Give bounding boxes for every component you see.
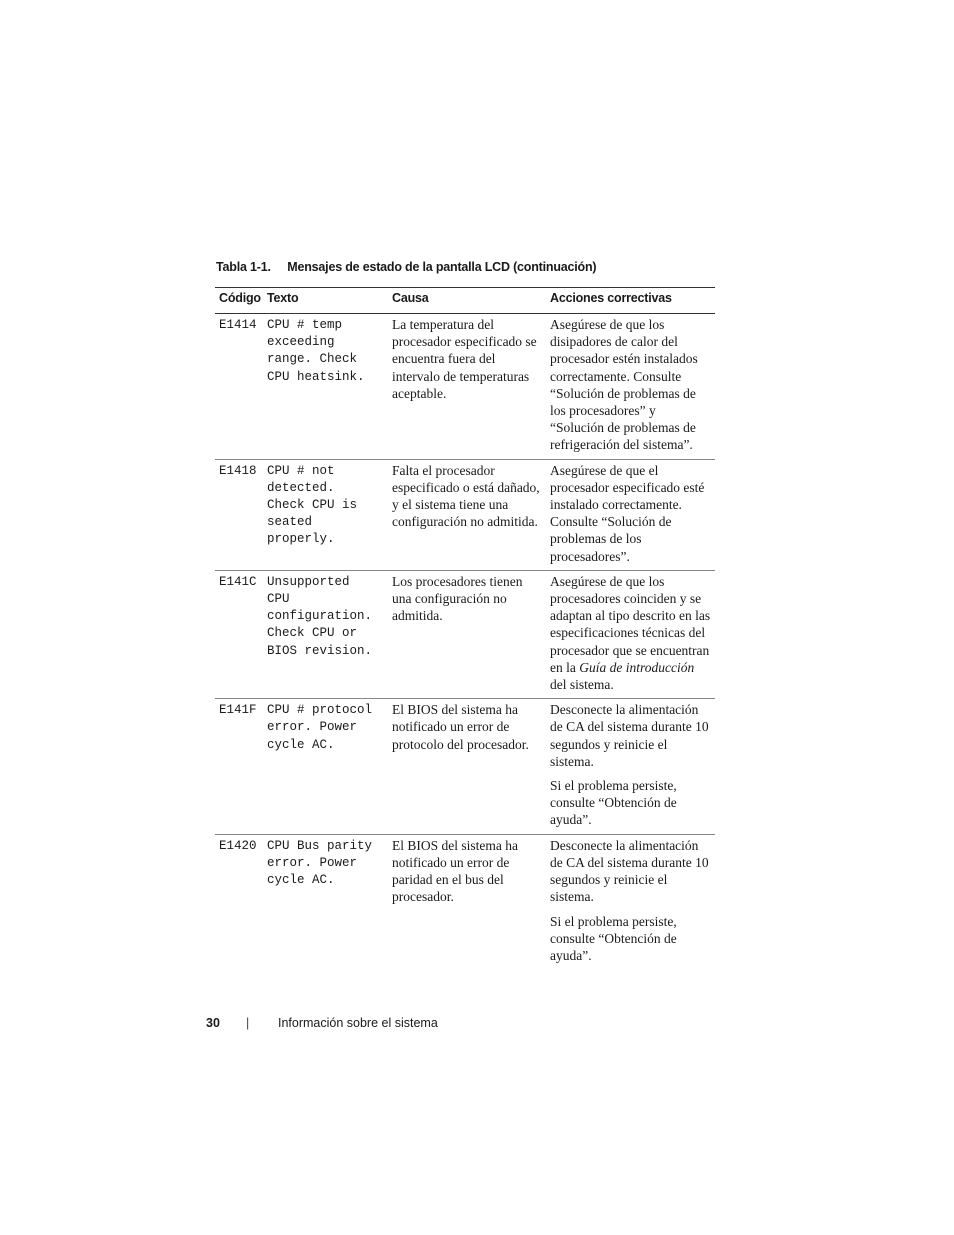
corrective-action-paragraph: Asegúrese de que los disipadores de calor del procesador estén instalados correctamente. Consulte “Solución de problemas de los procesadores” y “Solución de problemas de refrigeración del sistema”.: [550, 317, 698, 453]
table-row: [215, 699, 715, 834]
corrective-action: [546, 570, 715, 698]
corrective-action-paragraph: Desconecte la alimentación de CA del sistema durante 10 segundos y reinicie el sistema.: [550, 702, 709, 769]
message-cause: La temperatura del procesador especificado se encuentra fuera del intervalo de temperaturas aceptable.: [388, 314, 546, 460]
table-header-row: [215, 288, 715, 314]
footer-separator: |: [246, 1016, 250, 1030]
page-number: 30: [206, 1016, 220, 1030]
message-cause: El BIOS del sistema ha notificado un error de protocolo del procesador.: [388, 699, 546, 834]
corrective-action-paragraph: Si el problema persiste, consulte “Obtención de ayuda”.: [550, 778, 677, 828]
column-header-cause: Causa: [388, 288, 546, 314]
message-code: E1418: [215, 459, 263, 570]
table-row: [215, 834, 715, 969]
message-text: CPU # temp exceeding range. Check CPU heatsink.: [263, 314, 388, 460]
footer-section-title: Información sobre el sistema: [278, 1016, 438, 1030]
column-header-code: Código: [215, 288, 263, 314]
corrective-action: [546, 699, 715, 834]
corrective-action: [546, 834, 715, 969]
corrective-action-paragraph: Desconecte la alimentación de CA del sistema durante 10 segundos y reinicie el sistema.: [550, 837, 709, 905]
table-row: [215, 570, 715, 698]
message-text: CPU # protocol error. Power cycle AC.: [263, 699, 388, 834]
guide-title-reference: Guía de introducción: [579, 659, 695, 675]
corrective-action-paragraph: [550, 573, 711, 693]
table-caption: [216, 260, 596, 274]
message-cause: El BIOS del sistema ha notificado un error de paridad en el bus del procesador.: [392, 837, 518, 905]
message-code: E1420: [219, 838, 257, 853]
table-row: [215, 314, 715, 460]
message-code: E1414: [215, 314, 263, 460]
column-header-text: Texto: [263, 288, 388, 314]
message-text: CPU # not detected. Check CPU is seated properly.: [263, 459, 388, 570]
corrective-action-paragraph: Si el problema persiste, consulte “Obtención de ayuda”.: [550, 913, 677, 963]
message-cause: Los procesadores tienen una configuración no admitida.: [388, 570, 546, 698]
corrective-action-paragraph: Asegúrese de que el procesador especificado esté instalado correctamente. Consulte “Solución de problemas de los procesadores”.: [550, 462, 705, 564]
message-code: E141C: [215, 570, 263, 698]
message-text: CPU Bus parity error. Power cycle AC.: [267, 838, 373, 888]
corrective-action-text: del sistema.: [550, 677, 614, 693]
message-code: E141F: [215, 699, 263, 834]
message-cause: Falta el procesador especificado o está dañado, y el sistema tiene una configuración no admitida.: [388, 459, 546, 570]
table-caption-label: Tabla 1-1.: [216, 260, 271, 274]
table-caption-title: Mensajes de estado de la pantalla LCD (continuación): [287, 260, 597, 274]
lcd-status-messages-table: [215, 287, 715, 969]
corrective-action-text: Asegúrese de que los procesadores coinciden y se adaptan al tipo descrito en las especificaciones técnicas del procesador que se encuentran en la: [550, 573, 711, 675]
message-text: Unsupported CPU configuration. Check CPU or BIOS revision.: [263, 570, 388, 698]
column-header-actions: Acciones correctivas: [546, 288, 715, 314]
corrective-action: [546, 459, 715, 570]
corrective-action: [546, 314, 715, 460]
table-row: [215, 459, 715, 570]
